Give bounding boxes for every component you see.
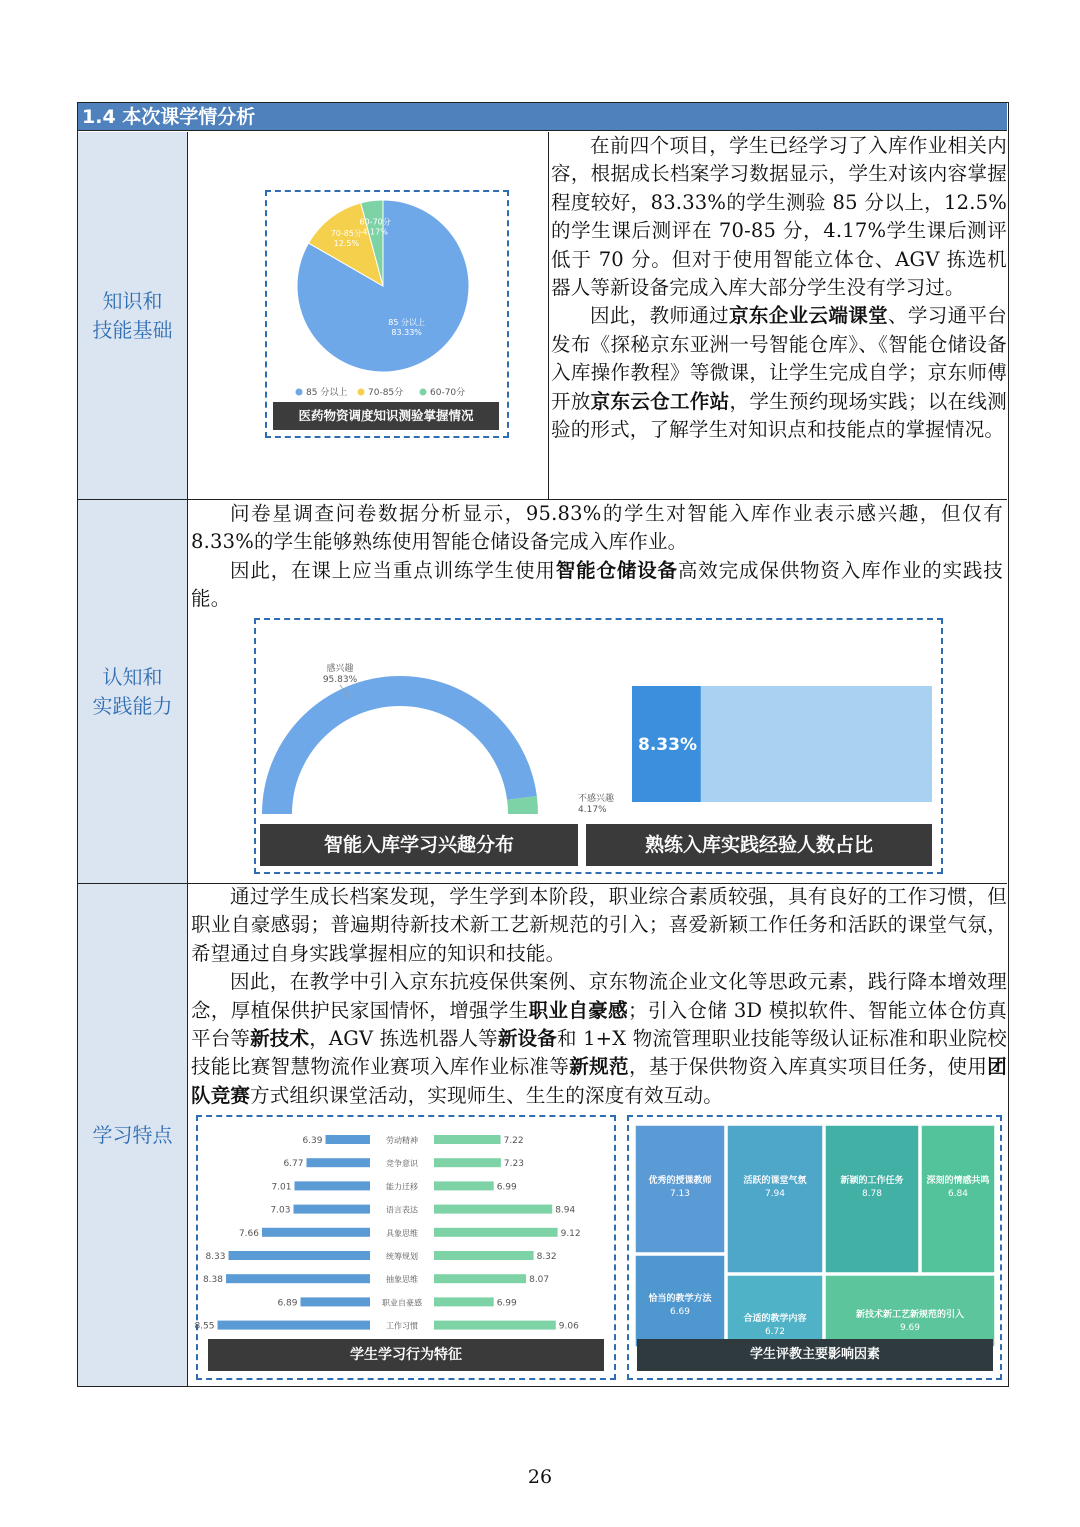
learning-text (191, 883, 1007, 1110)
interest-donut-svg (260, 628, 615, 828)
legend-label: 60-70分 (430, 388, 466, 398)
interest-charts (254, 618, 943, 874)
behavior-bar-left (294, 1205, 371, 1214)
behavior-value-right: 8.07 (529, 1275, 550, 1286)
treemap-name: 恰当的教学方法 (648, 1294, 712, 1304)
behavior-bar-left (326, 1135, 371, 1144)
donut-label-no-pct: 4.17% (578, 805, 607, 815)
behavior-value-left: 7.01 (271, 1182, 292, 1193)
row-label-text: 学习特点 (92, 1122, 173, 1147)
interest-chart-title: 智能入库学习兴趣分布 (260, 824, 578, 866)
cognition-para-2: 因此，在课上应当重点训练学生使用智能仓储设备高效完成保供物资入库作业的实践技能。 (191, 558, 1003, 611)
behavior-value-left: 8.33 (205, 1252, 226, 1262)
quiz-pie-svg (267, 192, 507, 436)
experience-chart-title: 熟练入库实践经验人数占比 (586, 824, 932, 866)
behavior-value-left: 8.38 (202, 1275, 223, 1286)
behavior-category: 语言表达 (386, 1205, 418, 1215)
page-number: 26 (527, 1466, 553, 1488)
knowledge-para-1: 在前四个项目，学生已经学习了入库作业相关内容，根据成长档案学习数据显示，学生对该内容掌握程度较好，83.33%的学生测验 85 分以上，12.5%的学生课后测评在 70-85 分，4.17%学生课后测评低于 70 分。但对于使用智能立体仓、AGV 拣选机器人等新设备完成入库大部分学生没有学习过。 (551, 134, 1007, 300)
treemap-cell (727, 1125, 823, 1273)
section-title: 1.4 本次课学情分析 (78, 103, 1007, 131)
treemap-value: 9.69 (899, 1323, 921, 1333)
behavior-category: 抽象思维 (386, 1275, 418, 1285)
behavior-value-left: 6.77 (283, 1159, 304, 1170)
behavior-bar-left (218, 1321, 371, 1330)
row-label-cognition (78, 500, 188, 883)
pie-label-pct: 83.33% (391, 327, 422, 337)
treemap-name: 新颖的工作任务 (840, 1176, 904, 1186)
behavior-value-left: 6.39 (302, 1136, 323, 1146)
behavior-bar-right (434, 1228, 558, 1237)
behavior-bar-left (262, 1228, 370, 1237)
treemap-name: 优秀的授课教师 (648, 1176, 712, 1186)
learning-para-2: 因此，在教学中引入京东抗疫保供案例、京东物流企业文化等思政元素，践行降本增效理念，厚植保供护民家国情怀，增强学生职业自豪感；引入仓储 3D 模拟软件、智能立体仓仿真平台等新技术，AGV 拣选机器人等新设备和 1+X 物流管理职业技能等级认证标准和职业院校技能比赛智慧物流作业赛项入库作业标准等新规范，基于保供物资入库真实项目任务，使用团队竞赛方式组织课堂活动，实现师生、生生的深度有效互动。 (191, 970, 1007, 1107)
treemap-value: 7.94 (764, 1189, 786, 1199)
cognition-para-1: 问卷星调查问卷数据分析显示，95.83%的学生对智能入库作业表示感兴趣，但仅有8.33%的学生能够熟练使用智能仓储设备完成入库作业。 (191, 502, 1003, 554)
behavior-bar-left (295, 1181, 371, 1190)
behavior-value-left: 6.89 (277, 1298, 298, 1309)
behavior-value-left: 8.55 (194, 1321, 215, 1332)
treemap-value: 6.84 (947, 1189, 969, 1199)
treemap-value: 7.13 (669, 1189, 691, 1199)
behavior-bar-left (226, 1274, 370, 1283)
pie-label-pct: 4.17% (362, 227, 388, 237)
behavior-value-left: 7.66 (238, 1228, 259, 1239)
behavior-bar-left (307, 1158, 371, 1167)
treemap-value: 6.69 (669, 1307, 691, 1317)
row-label-knowledge (78, 132, 188, 499)
treemap-chart (627, 1115, 1002, 1380)
bar-value-label: 8.33% (638, 735, 697, 755)
behavior-bar-left (301, 1297, 371, 1306)
legend-label: 70-85分 (368, 388, 404, 398)
knowledge-para-2: 因此，教师通过京东企业云端课堂、学习通平台发布《探秘京东亚洲一号智能仓库》、《智能仓储设备入库操作教程》等微课，让学生完成自学；京东师傅开放京东云仓工作站，学生预约现场实践；以在线测验的形式，了解学生对知识点和技能点的掌握情况。 (551, 304, 1008, 442)
legend-dot (296, 389, 303, 396)
behavior-value-left: 7.03 (270, 1205, 291, 1216)
behavior-value-right: 8.94 (555, 1205, 576, 1216)
row-label-learning (78, 884, 188, 1386)
knowledge-text (551, 132, 1007, 444)
behavior-value-right: 6.99 (496, 1298, 517, 1309)
donut-label-interest-pct: 95.83% (322, 675, 358, 685)
quiz-pie-title: 医药物资调度知识测验掌握情况 (273, 402, 499, 430)
pie-label: 70-85分 (330, 229, 362, 239)
behavior-value-right: 7.22 (503, 1136, 524, 1146)
behavior-category: 工作习惯 (386, 1321, 418, 1331)
donut-label-no: 不感兴趣 (578, 794, 615, 804)
pie-label: 60-70分 (359, 217, 391, 227)
pie-label: 85 分以上 (388, 317, 426, 327)
treemap-name: 新技术新工艺新规范的引入 (855, 1310, 965, 1320)
behavior-bar-right (434, 1205, 552, 1214)
legend-dot (420, 389, 427, 396)
donut-label-interest: 感兴趣 (326, 664, 354, 674)
experience-bar-svg (626, 686, 946, 836)
behavior-bar-right (434, 1321, 556, 1330)
behavior-bar-right (434, 1274, 526, 1283)
treemap-name: 合适的教学内容 (743, 1314, 807, 1324)
behavior-bar-right (434, 1297, 494, 1306)
behavior-bar-svg (194, 1117, 612, 1337)
donut-interest (262, 676, 537, 814)
learning-para-1: 通过学生成长档案发现，学生学到本阶段，职业综合素质较强，具有良好的工作习惯，但职业自豪感弱；普遍期待新技术新工艺新规范的引入；喜爱新颖工作任务和活跃的课堂气氛，希望通过自身实践掌握相应的知识和技能。 (191, 885, 1007, 965)
behavior-bar-right (434, 1181, 494, 1190)
behavior-category: 职业自豪感 (382, 1298, 422, 1308)
behavior-category: 具象思维 (386, 1228, 418, 1238)
treemap-value: 6.72 (764, 1327, 786, 1337)
behavior-value-right: 9.12 (560, 1228, 581, 1239)
treemap-cell (825, 1125, 919, 1273)
treemap-name: 活跃的课堂气氛 (743, 1176, 807, 1186)
row-label-text: 知识和 技能基础 (92, 288, 173, 342)
behavior-bar-right (434, 1135, 501, 1144)
behavior-value-right: 7.23 (503, 1159, 524, 1170)
behavior-bar-right (434, 1158, 501, 1167)
treemap-cell (921, 1125, 995, 1273)
legend-dot (358, 389, 365, 396)
behavior-category: 能力迁移 (386, 1182, 418, 1192)
legend-label: 85 分以上 (306, 388, 348, 398)
row-label-text: 认知和 实践能力 (92, 664, 173, 718)
treemap-name: 深刻的情感共鸣 (926, 1176, 990, 1186)
behavior-chart-title: 学生学习行为特征 (208, 1339, 604, 1371)
cognition-text (191, 500, 1003, 614)
behavior-value-right: 6.99 (496, 1182, 517, 1193)
quiz-pie-chart (265, 190, 509, 438)
treemap-chart-title: 学生评教主要影响因素 (637, 1339, 993, 1371)
pie-label-pct: 12.5% (333, 239, 360, 249)
treemap-value: 8.78 (861, 1189, 883, 1199)
behavior-value-right: 8.32 (536, 1252, 557, 1262)
behavior-bar-left (229, 1251, 371, 1260)
treemap-svg (633, 1123, 998, 1373)
behavior-category: 统筹规划 (386, 1252, 418, 1261)
behavior-category: 劳动精神 (386, 1136, 418, 1145)
behavior-bar-right (434, 1251, 534, 1260)
behavior-value-right: 9.06 (558, 1321, 579, 1332)
behavior-category: 竞争意识 (386, 1159, 418, 1169)
behavior-chart (196, 1115, 616, 1380)
